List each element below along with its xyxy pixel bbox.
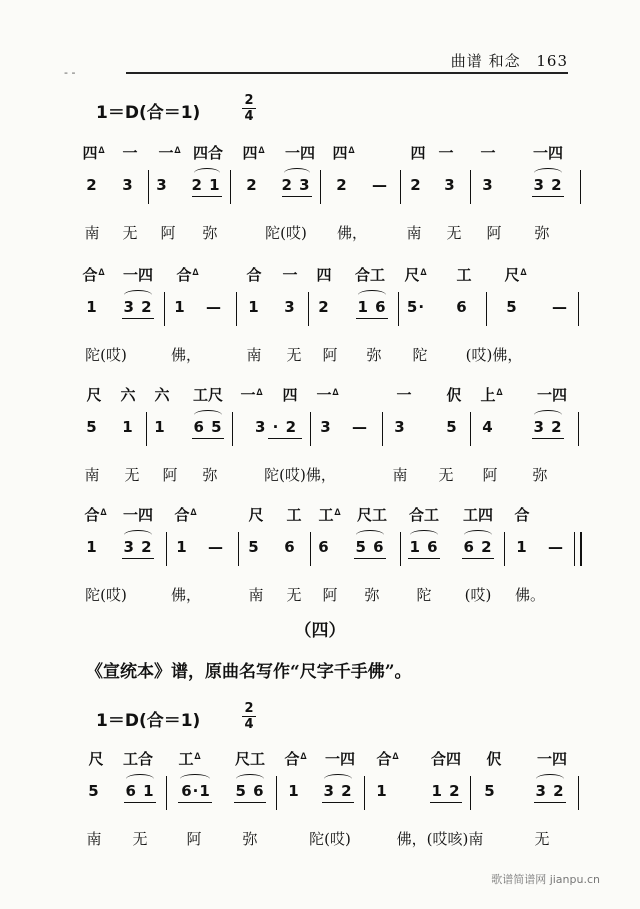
barline [236,292,237,326]
slur [534,168,562,178]
jianpu-note: 1 [288,782,300,800]
barline [238,532,239,566]
lyric: 陀(哎) [265,224,307,242]
lyric: 弥 [534,224,550,242]
underline [192,438,224,439]
gongche-note: 工尺 [192,386,224,404]
lyric: 陀(哎) [309,830,351,848]
jianpu-note: 1 [154,418,166,436]
barline [504,532,505,566]
lyric: 阿 [486,224,502,242]
underline [178,802,212,803]
jianpu-note: 2 [336,176,348,194]
lyric: 南 [84,224,100,242]
lyric: 阿 [322,586,338,604]
lyric: 陀 [416,586,432,604]
jianpu-note: 6 1 [125,782,155,800]
lyric: 无 [446,224,462,242]
gongche-note: 一ᐞ [316,386,340,404]
lyric: (哎) [464,586,492,604]
barline [580,170,581,204]
jianpu-note: 6 5 [193,418,223,436]
gongche-note: 工 [286,506,302,524]
jianpu-note: 1 [86,538,98,556]
jianpu-note: 1 [248,298,260,316]
gongche-note: 合工 [354,266,386,284]
slur [180,774,210,784]
slur [534,410,562,420]
slur [356,530,384,540]
slur [410,530,438,540]
barline [166,776,167,810]
underline [430,802,462,803]
jianpu-note: 3 · 2 [254,418,298,436]
header-title: 曲谱 和念 [450,52,521,70]
gongche-note: 四 [410,144,426,162]
gongche-note: 合 [514,506,530,524]
gongche-note: 尺ᐞ [504,266,528,284]
lyric: 无 [438,466,454,484]
barline [382,412,383,446]
underline [462,558,494,559]
underline [234,802,266,803]
jianpu-note: 6 [318,538,330,556]
jianpu-note: 6 2 [463,538,493,556]
gongche-note: 一四 [536,386,568,404]
lyric: 弥 [364,586,380,604]
time-signature [242,94,256,123]
jianpu-note: 3 2 [533,176,563,194]
gongche-note: 尺工 [234,750,266,768]
underline [192,196,222,197]
lyric: 佛， [170,346,202,364]
jianpu-note: 3 [320,418,332,436]
jianpu-note: 1 [516,538,528,556]
underline [122,558,154,559]
gongche-note: 一四 [122,506,154,524]
music-system-4 [0,504,640,614]
jianpu-note: 3 2 [123,538,153,556]
barline [486,292,487,326]
gongche-note: 一 [438,144,454,162]
gongche-note: 四ᐞ [82,144,106,162]
lyric: 无 [286,586,302,604]
barline [166,532,167,566]
barline [310,532,311,566]
lyric: 南 [248,586,264,604]
underline [282,196,312,197]
slur [236,774,264,784]
gongche-note: 尺ᐞ [404,266,428,284]
gongche-note: 伬 [486,750,502,768]
dash: — [552,298,568,316]
gongche-note: 四ᐞ [242,144,266,162]
lyric: 南 [84,466,100,484]
jianpu-note: 1 [174,298,186,316]
jianpu-note: 5 [86,418,98,436]
underline [124,802,156,803]
jianpu-note: 2 [246,176,258,194]
gongche-note: 合ᐞ [176,266,200,284]
jianpu-note: 5 6 [355,538,385,556]
barline [232,412,233,446]
lyric: 南 [86,830,102,848]
gongche-note: 工合 [122,750,154,768]
lyric: 无 [122,224,138,242]
gongche-note: 工四 [462,506,494,524]
gongche-note: 尺 [248,506,264,524]
underline [356,318,388,319]
jianpu-note: 3 [156,176,168,194]
gongche-note: 一四 [324,750,356,768]
gongche-note: 四 [316,266,332,284]
lyric: 陀(哎)佛， [264,466,336,484]
barline [230,170,231,204]
jianpu-note: 3 [394,418,406,436]
gongche-note: 合 [246,266,262,284]
jianpu-note: 3 2 [323,782,353,800]
barline [146,412,147,446]
gongche-note: 一四 [532,144,564,162]
barline [470,412,471,446]
barline [148,170,149,204]
jianpu-note: 5 [88,782,100,800]
slur [124,530,152,540]
slur [126,774,154,784]
jianpu-note: 5 [506,298,518,316]
watermark: 歌谱简谱网 jianpu.cn [491,873,600,886]
time-bottom: 4 [244,717,254,732]
time-top: 2 [244,93,254,108]
dash: — [208,538,224,556]
barline [470,776,471,810]
gongche-note: 一ᐞ [240,386,264,404]
lyric: 阿 [186,830,202,848]
slur [324,774,352,784]
jianpu-note: 4 [482,418,494,436]
jianpu-note: 2 [318,298,330,316]
slur [124,290,152,300]
barline [578,776,579,810]
jianpu-note: 3 [444,176,456,194]
gongche-note: 工ᐞ [178,750,202,768]
key-signature: 1＝D(合＝1) [96,711,201,731]
gongche-note: 一 [282,266,298,284]
barline [364,776,365,810]
jianpu-note: 1 6 [409,538,439,556]
gongche-note: 四 [282,386,298,404]
jianpu-note: 5 [484,782,496,800]
slur [536,774,564,784]
gongche-note: 工ᐞ [318,506,342,524]
lyric: 弥 [366,346,382,364]
slur [194,410,222,420]
gongche-note: 合ᐞ [82,266,106,284]
jianpu-note: 3 2 [535,782,565,800]
jianpu-note: 2 [86,176,98,194]
lyric: 无 [132,830,148,848]
top-mark: - - [64,66,76,79]
underline [354,558,386,559]
jianpu-note: 1 2 [431,782,461,800]
gongche-note: 合ᐞ [174,506,198,524]
dash: — [548,538,564,556]
lyric: 阿 [482,466,498,484]
gongche-note: 上ᐞ [480,386,504,404]
gongche-note: 合工 [408,506,440,524]
gongche-note: 尺 [86,386,102,404]
barline [578,292,579,326]
barline [320,170,321,204]
music-system-2 [0,264,640,374]
barline [276,776,277,810]
lyric: 无 [286,346,302,364]
gongche-note: 尺 [88,750,104,768]
jianpu-note: 3 [482,176,494,194]
barline [308,292,309,326]
jianpu-note: 3 [284,298,296,316]
lyric: 阿 [160,224,176,242]
lyric: 无 [124,466,140,484]
slur [358,290,386,300]
music-system-1 [0,142,640,252]
gongche-note: 六 [154,386,170,404]
final-barline [580,532,582,566]
lyric: 弥 [532,466,548,484]
underline [322,802,354,803]
gongche-note: 一四 [284,144,316,162]
jianpu-note: 6 [456,298,468,316]
lyric: 佛，(哎咳)南 [396,830,484,848]
gongche-note: 一四 [122,266,154,284]
lyric: 陀(哎) [85,346,127,364]
underline [532,196,564,197]
slur [464,530,492,540]
music-system-3 [0,384,640,494]
jianpu-note: 5 [248,538,260,556]
time-signature [242,702,256,731]
jianpu-note: 3 2 [123,298,153,316]
section-note: 《宣统本》谱，原曲名写作“尺字千手佛”。 [86,662,412,682]
header-rule [126,72,568,74]
gongche-note: 一ᐞ [158,144,182,162]
barline [574,532,575,566]
underline [408,558,440,559]
barline [400,532,401,566]
gongche-note: 伬 [446,386,462,404]
slur [194,168,220,178]
jianpu-note: 1 [376,782,388,800]
gongche-note: 合四 [430,750,462,768]
lyric: 弥 [202,224,218,242]
lyric: 弥 [242,830,258,848]
time-top: 2 [244,701,254,716]
dash: — [352,418,368,436]
lyric: 佛， [170,586,202,604]
lyric: 南 [246,346,262,364]
time-bottom: 4 [244,109,254,124]
jianpu-note: 1 [122,418,134,436]
underline [532,438,564,439]
key-signature: 1＝D(合＝1) [96,103,201,123]
barline [400,170,401,204]
slur [284,168,310,178]
gongche-note: 合ᐞ [376,750,400,768]
lyric: 陀 [412,346,428,364]
jianpu-note: 5 6 [235,782,265,800]
jianpu-note: 6·1 [181,782,211,800]
dash: — [372,176,388,194]
barline [164,292,165,326]
underline [122,318,154,319]
gongche-note: 尺工 [356,506,388,524]
dash: — [206,298,222,316]
jianpu-note: 3 [122,176,134,194]
jianpu-note: 2 [410,176,422,194]
jianpu-note: 1 [176,538,188,556]
lyric: 南 [392,466,408,484]
gongche-note: 一 [396,386,412,404]
lyric: (哎)佛， [465,346,523,364]
gongche-note: 六 [120,386,136,404]
jianpu-note: 2 1 [191,176,221,194]
barline [578,412,579,446]
barline [470,170,471,204]
barline [398,292,399,326]
lyric: 佛。 [514,586,546,604]
gongche-note: 一 [122,144,138,162]
gongche-note: 工 [456,266,472,284]
lyric: 佛， [336,224,368,242]
jianpu-note: 2 3 [281,176,311,194]
lyric: 南 [406,224,422,242]
lyric: 陀(哎) [85,586,127,604]
gongche-note: 一四 [536,750,568,768]
page-number: 163 [536,52,568,70]
jianpu-note: 1 6 [357,298,387,316]
section-title: （四） [294,621,346,641]
gongche-note: 合ᐞ [84,506,108,524]
jianpu-note: 5· [406,298,426,316]
barline [310,412,311,446]
lyric: 阿 [322,346,338,364]
gongche-note: 合ᐞ [284,750,308,768]
jianpu-note: 1 [86,298,98,316]
lyric: 弥 [202,466,218,484]
lyric: 阿 [162,466,178,484]
jianpu-note: 5 [446,418,458,436]
page-header [451,50,568,71]
underline [534,802,566,803]
gongche-note: 四合 [192,144,224,162]
jianpu-note: 6 [284,538,296,556]
jianpu-note: 3 2 [533,418,563,436]
gongche-note: 一 [480,144,496,162]
lyric: 无 [534,830,550,848]
gongche-note: 四ᐞ [332,144,356,162]
underline [268,438,302,439]
music-system-5 [0,748,640,858]
